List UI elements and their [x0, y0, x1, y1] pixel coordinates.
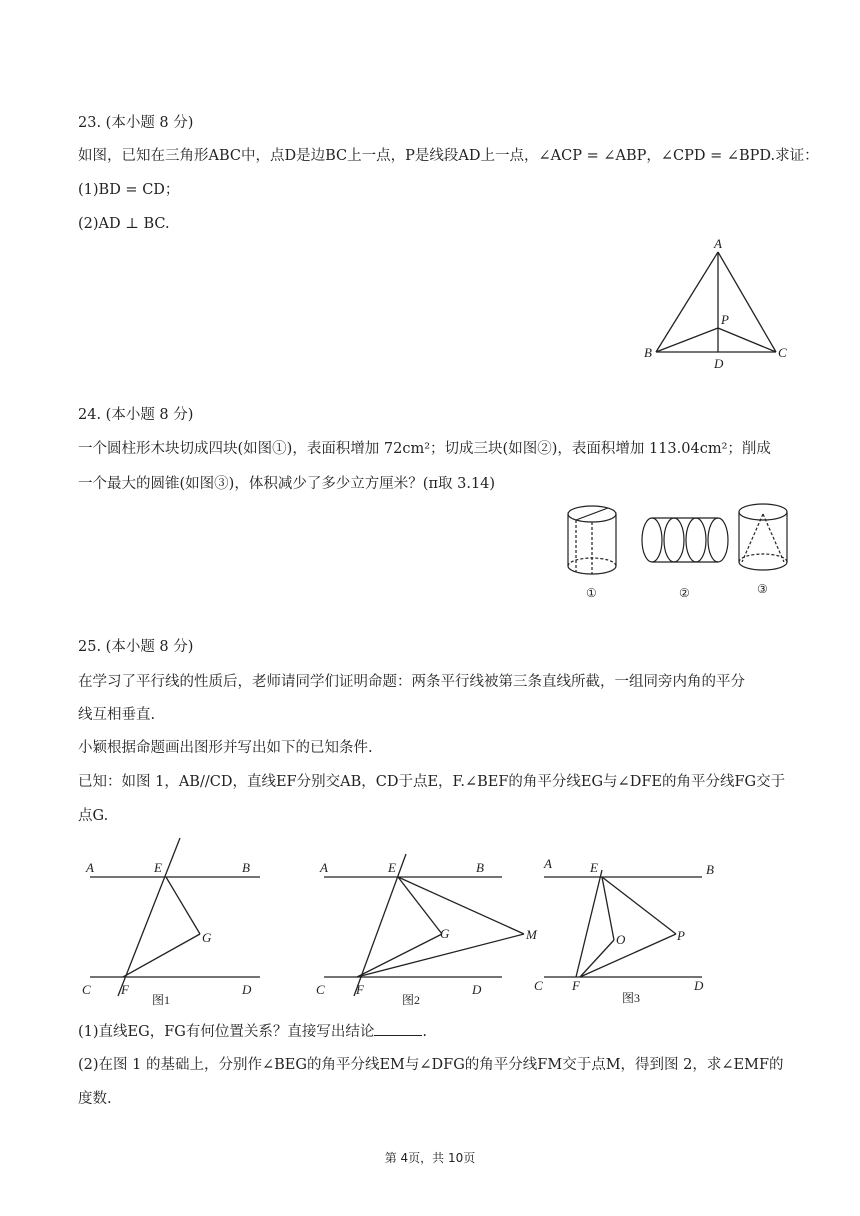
- q23-header: 23. (本小题 8 分): [78, 115, 194, 131]
- fig1-caption: 图1: [152, 993, 171, 1007]
- q23-triangle-figure: [640, 236, 800, 376]
- svg-text:E: E: [590, 860, 598, 875]
- svg-text:P: P: [677, 928, 685, 943]
- q25-figure-3: [530, 834, 730, 1010]
- q24-cylinder-figures: [556, 500, 796, 604]
- caption-2: ②: [679, 586, 690, 600]
- q25-part1: [78, 1021, 427, 1042]
- q24-line2: 一个最大的圆锥(如图③)，体积减少了多少立方厘米？(π取 3.14): [78, 476, 496, 492]
- svg-text:C: C: [82, 982, 91, 997]
- svg-text:C: C: [534, 978, 543, 993]
- svg-text:E: E: [388, 860, 396, 875]
- q25-line3: 小颖根据命题画出图形并写出如下的已知条件.: [78, 740, 373, 756]
- q25-part1-end: .: [422, 1024, 427, 1040]
- q25-header: 25. (本小题 8 分): [78, 639, 194, 655]
- svg-text:F: F: [121, 982, 129, 997]
- label-A: A: [714, 236, 722, 251]
- q23-part1: (1)BD = CD；: [78, 182, 180, 198]
- svg-text:B: B: [706, 862, 714, 877]
- svg-text:E: E: [154, 860, 162, 875]
- answer-blank[interactable]: [374, 1021, 422, 1036]
- q23-stem: 如图，已知在三角形ABC中，点D是边BC上一点，P是线段AD上一点，∠ACP = ∠ABP，∠CPD = ∠BPD.求证：: [78, 148, 819, 164]
- svg-text:A: A: [544, 856, 552, 871]
- svg-text:B: B: [242, 860, 250, 875]
- q25-part2-line2: 度数.: [78, 1091, 112, 1107]
- fig2-caption: 图2: [402, 993, 421, 1007]
- svg-text:C: C: [316, 982, 325, 997]
- svg-text:D: D: [694, 978, 704, 993]
- svg-text:G: G: [440, 926, 450, 941]
- label-C: C: [778, 345, 787, 360]
- svg-text:F: F: [572, 978, 580, 993]
- label-D: D: [714, 356, 724, 371]
- q25-part1-text: (1)直线EG，FG有何位置关系？直接写出结论: [78, 1024, 375, 1040]
- page-footer: 第 4页，共 10页: [384, 1151, 476, 1165]
- q25-line5: 点G.: [78, 808, 109, 824]
- svg-text:D: D: [242, 982, 252, 997]
- q25-figure-2: [310, 834, 550, 1010]
- svg-text:M: M: [526, 927, 537, 942]
- svg-text:D: D: [472, 982, 482, 997]
- q25-part2-line1: (2)在图 1 的基础上，分别作∠BEG的角平分线EM与∠DFG的角平分线FM交于点M，得到图 2，求∠EMF的: [78, 1057, 784, 1073]
- fig3-caption: 图3: [622, 991, 641, 1005]
- svg-text:A: A: [320, 860, 328, 875]
- q25-line4: 已知：如图 1，AB//CD，直线EF分别交AB，CD于点E，F.∠BEF的角平分线EG与∠DFE的角平分线FG交于: [78, 774, 786, 790]
- caption-3: ③: [757, 582, 768, 596]
- q24-header: 24. (本小题 8 分): [78, 407, 194, 423]
- svg-text:B: B: [476, 860, 484, 875]
- label-B: B: [644, 345, 652, 360]
- q25-line1: 在学习了平行线的性质后，老师请同学们证明命题：两条平行线被第三条直线所截，一组同旁内角的平分: [78, 674, 745, 690]
- svg-text:F: F: [356, 982, 364, 997]
- q23-part2: (2)AD ⊥ BC.: [78, 216, 170, 232]
- svg-text:O: O: [616, 932, 626, 947]
- svg-text:A: A: [86, 860, 94, 875]
- q25-figure-1: [76, 834, 272, 1010]
- q25-line2: 线互相垂直.: [78, 707, 156, 723]
- caption-1: ①: [586, 586, 597, 600]
- label-P: P: [721, 312, 729, 327]
- q24-line1: 一个圆柱形木块切成四块(如图①)，表面积增加 72cm²；切成三块(如图②)，表面积增加 113.04cm²；削成: [78, 441, 771, 457]
- svg-text:G: G: [202, 930, 212, 945]
